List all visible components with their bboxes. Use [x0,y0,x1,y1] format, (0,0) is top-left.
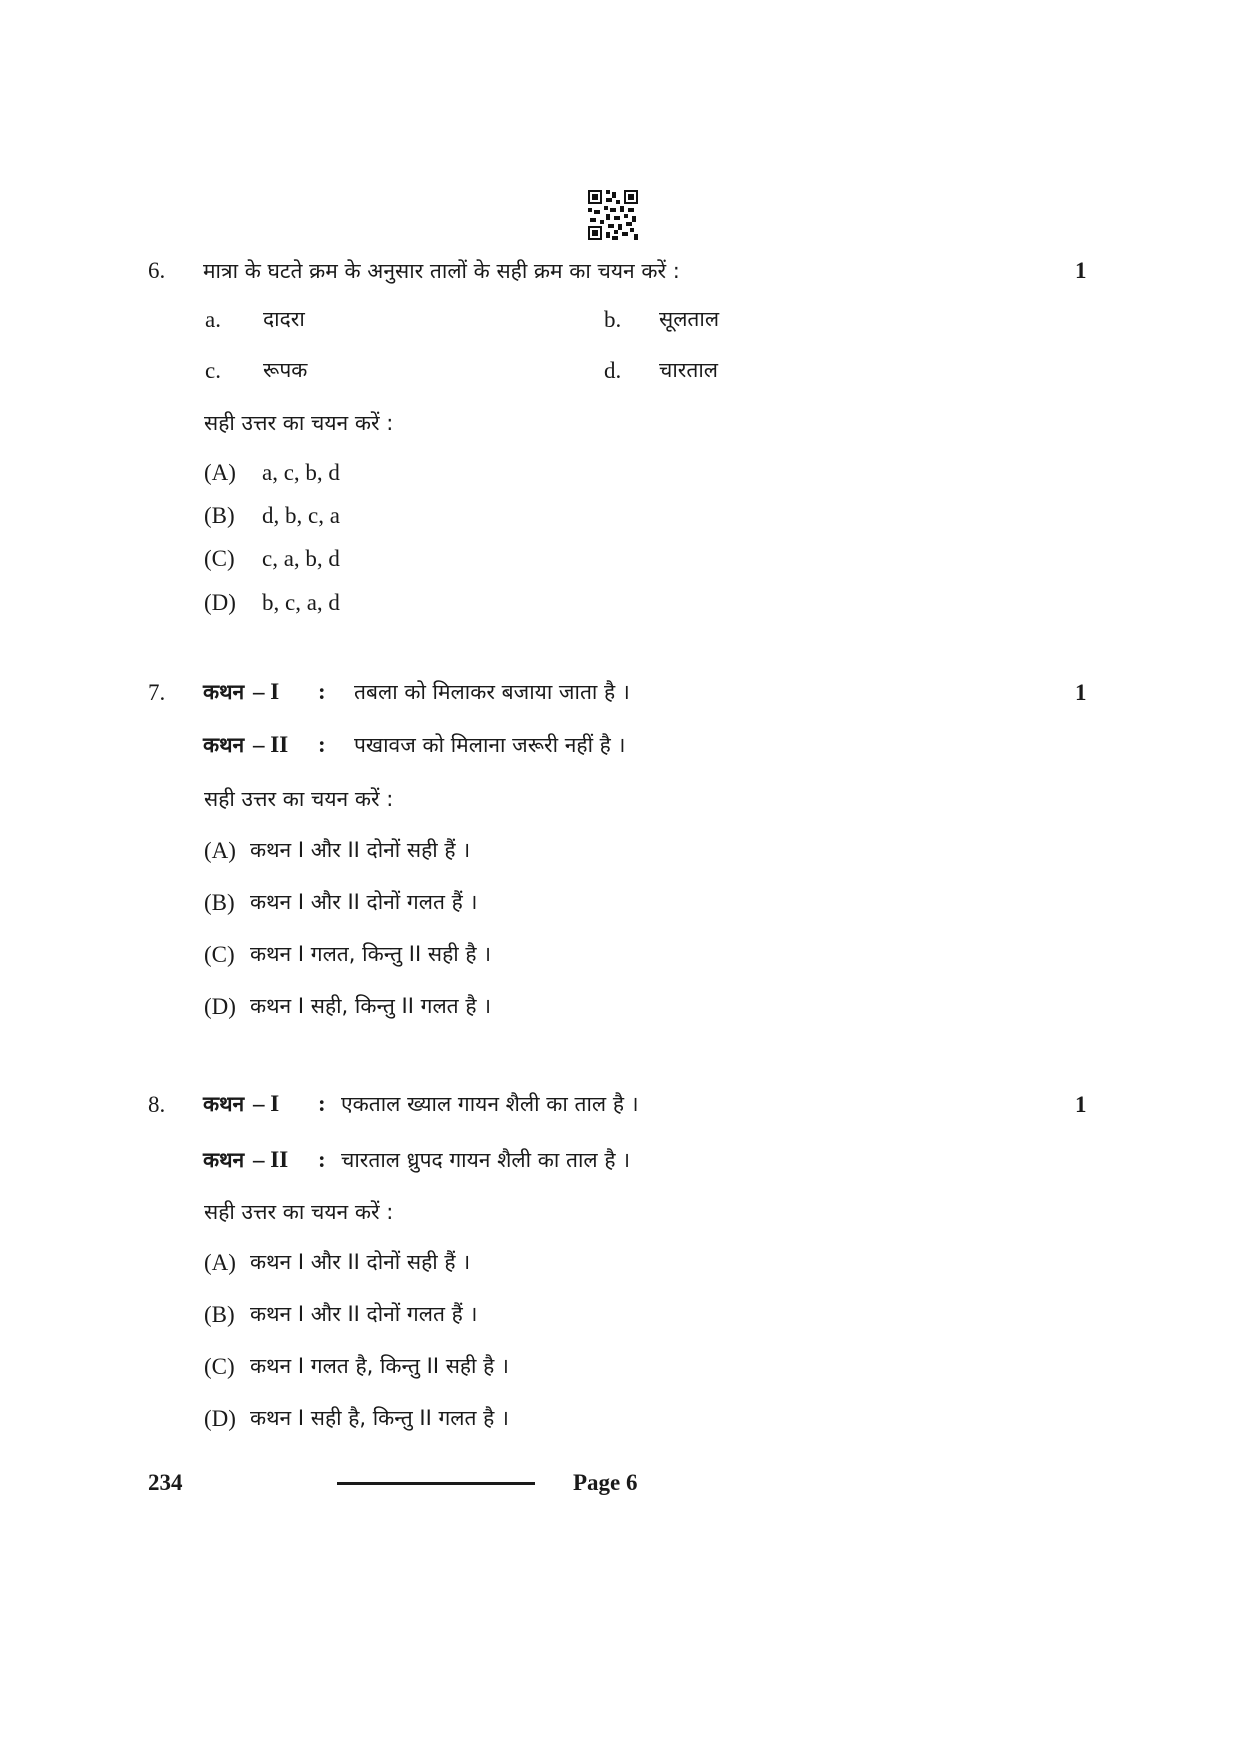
option-text: कथन I गलत, किन्तु II सही है । [250,942,492,966]
option-letter: (B) [204,503,235,528]
option-text: कथन I और II दोनों गलत हैं । [250,890,478,914]
colon: : [318,732,326,757]
question-number: 8. [148,1092,166,1117]
statement-1-text: एकताल ख्याल गायन शैली का ताल है । [341,1092,639,1116]
option-letter: (B) [204,890,235,915]
statement-2-label: कथन [203,1148,245,1172]
item-letter: d. [604,358,622,383]
item-text: चारताल [659,358,719,382]
option-letter: (D) [204,590,236,615]
marks: 1 [1075,1092,1087,1117]
option-letter: (D) [204,1406,236,1431]
colon: : [318,1147,326,1172]
item-text: सूलताल [659,307,720,331]
item-text: रूपक [263,358,308,382]
colon: : [318,679,326,704]
statement-1-number: – I [253,679,280,704]
option-text: कथन I सही है, किन्तु II गलत है । [250,1406,509,1430]
option-text: d, b, c, a [262,503,340,528]
option-letter: (A) [204,460,236,485]
marks: 1 [1075,258,1087,283]
option-letter: (C) [204,1354,235,1379]
item-letter: c. [205,358,221,383]
option-letter: (C) [204,942,235,967]
statement-2-number: – II [253,1147,289,1172]
statement-1-text: तबला को मिलाकर बजाया जाता है । [354,680,630,704]
colon: : [318,1091,326,1116]
question-text: मात्रा के घटते क्रम के अनुसार तालों के सही क्रम का चयन करें : [203,259,680,283]
option-letter: (A) [204,838,236,863]
item-letter: a. [205,307,221,332]
footer-rule [337,1482,535,1485]
answer-prompt: सही उत्तर का चयन करें : [204,1200,394,1224]
question-number: 7. [148,680,166,705]
option-letter: (D) [204,994,236,1019]
option-text: कथन I और II दोनों गलत हैं । [250,1302,478,1326]
item-letter: b. [604,307,622,332]
option-text: कथन I सही, किन्तु II गलत है । [250,994,492,1018]
page-number: Page 6 [573,1470,638,1495]
option-letter: (C) [204,546,235,571]
option-text: a, c, b, d [262,460,340,485]
option-letter: (A) [204,1250,236,1275]
answer-prompt: सही उत्तर का चयन करें : [204,411,394,435]
statement-1-number: – I [253,1091,280,1116]
answer-prompt: सही उत्तर का चयन करें : [204,787,394,811]
option-text: कथन I और II दोनों सही हैं । [250,1250,471,1274]
statement-2-text: पखावज को मिलाना जरूरी नहीं है । [354,733,626,757]
paper-code: 234 [148,1470,183,1495]
option-text: c, a, b, d [262,546,340,571]
statement-1-label: कथन [203,1092,245,1116]
statement-2-text: चारताल ध्रुपद गायन शैली का ताल है । [341,1148,631,1172]
option-text: कथन I और II दोनों सही हैं । [250,838,471,862]
statement-2-number: – II [253,732,289,757]
statement-1-label: कथन [203,680,245,704]
option-letter: (B) [204,1302,235,1327]
option-text: b, c, a, d [262,590,340,615]
option-text: कथन I गलत है, किन्तु II सही है । [250,1354,509,1378]
qr-code-icon [588,190,638,240]
statement-2-label: कथन [203,733,245,757]
question-number: 6. [148,258,166,283]
marks: 1 [1075,680,1087,705]
item-text: दादरा [263,307,305,331]
